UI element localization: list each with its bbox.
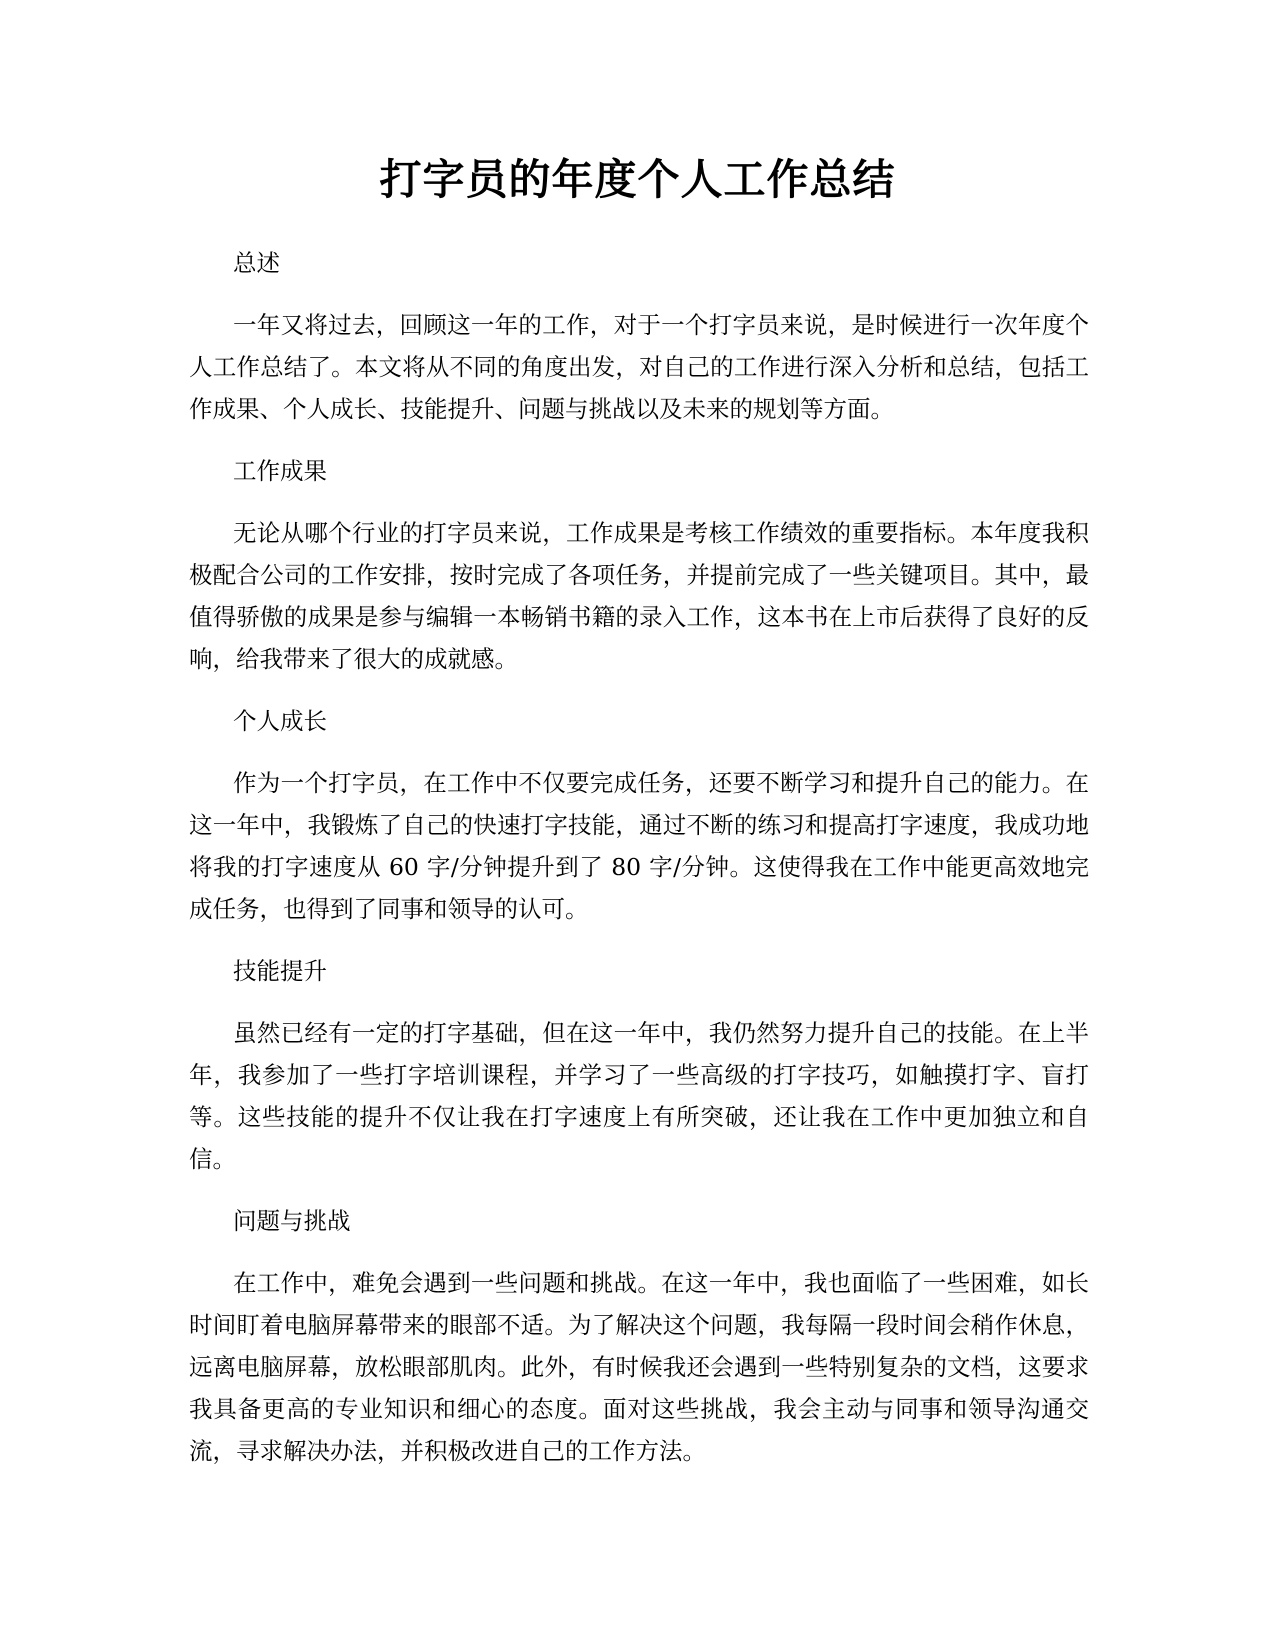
section-paragraph-personal-growth: 作为一个打字员，在工作中不仅要完成任务，还要不断学习和提升自己的能力。在这一年中，我锻炼了自己的快速打字技能，通过不断的练习和提高打字速度，我成功地将我的打字速度从 60 字/分钟提升到了 80 字/分钟。这使得我在工作中能更高效地完成任务，也得到了同事和领导的认可。 <box>189 769 1089 923</box>
section-heading-skill-improvement: 技能提升 <box>233 957 327 985</box>
document-body <box>189 242 1089 1492</box>
section-heading-overview: 总述 <box>233 249 280 277</box>
section-heading-work-results: 工作成果 <box>233 457 327 485</box>
section-heading-personal-growth: 个人成长 <box>233 707 327 735</box>
section-heading-problems-challenges: 问题与挑战 <box>233 1207 351 1235</box>
section-paragraph-problems-challenges: 在工作中，难免会遇到一些问题和挑战。在这一年中，我也面临了一些困难，如长时间盯着电脑屏幕带来的眼部不适。为了解决这个问题，我每隔一段时间会稍作休息，远离电脑屏幕，放松眼部肌肉。此外，有时候我还会遇到一些特别复杂的文档，这要求我具备更高的专业知识和细心的态度。面对这些挑战，我会主动与同事和领导沟通交流，寻求解决办法，并积极改进自己的工作方法。 <box>189 1269 1089 1465</box>
document-title: 打字员的年度个人工作总结 <box>379 155 896 204</box>
section-paragraph-skill-improvement: 虽然已经有一定的打字基础，但在这一年中，我仍然努力提升自己的技能。在上半年，我参加了一些打字培训课程，并学习了一些高级的打字技巧，如触摸打字、盲打等。这些技能的提升不仅让我在打字速度上有所突破，还让我在工作中更加独立和自信。 <box>189 1019 1089 1173</box>
section-paragraph-work-results: 无论从哪个行业的打字员来说，工作成果是考核工作绩效的重要指标。本年度我积极配合公司的工作安排，按时完成了各项任务，并提前完成了一些关键项目。其中，最值得骄傲的成果是参与编辑一本畅销书籍的录入工作，这本书在上市后获得了良好的反响，给我带来了很大的成就感。 <box>189 519 1089 673</box>
section-paragraph-overview: 一年又将过去，回顾这一年的工作，对于一个打字员来说，是时候进行一次年度个人工作总结了。本文将从不同的角度出发，对自己的工作进行深入分析和总结，包括工作成果、个人成长、技能提升、问题与挑战以及未来的规划等方面。 <box>189 311 1089 423</box>
